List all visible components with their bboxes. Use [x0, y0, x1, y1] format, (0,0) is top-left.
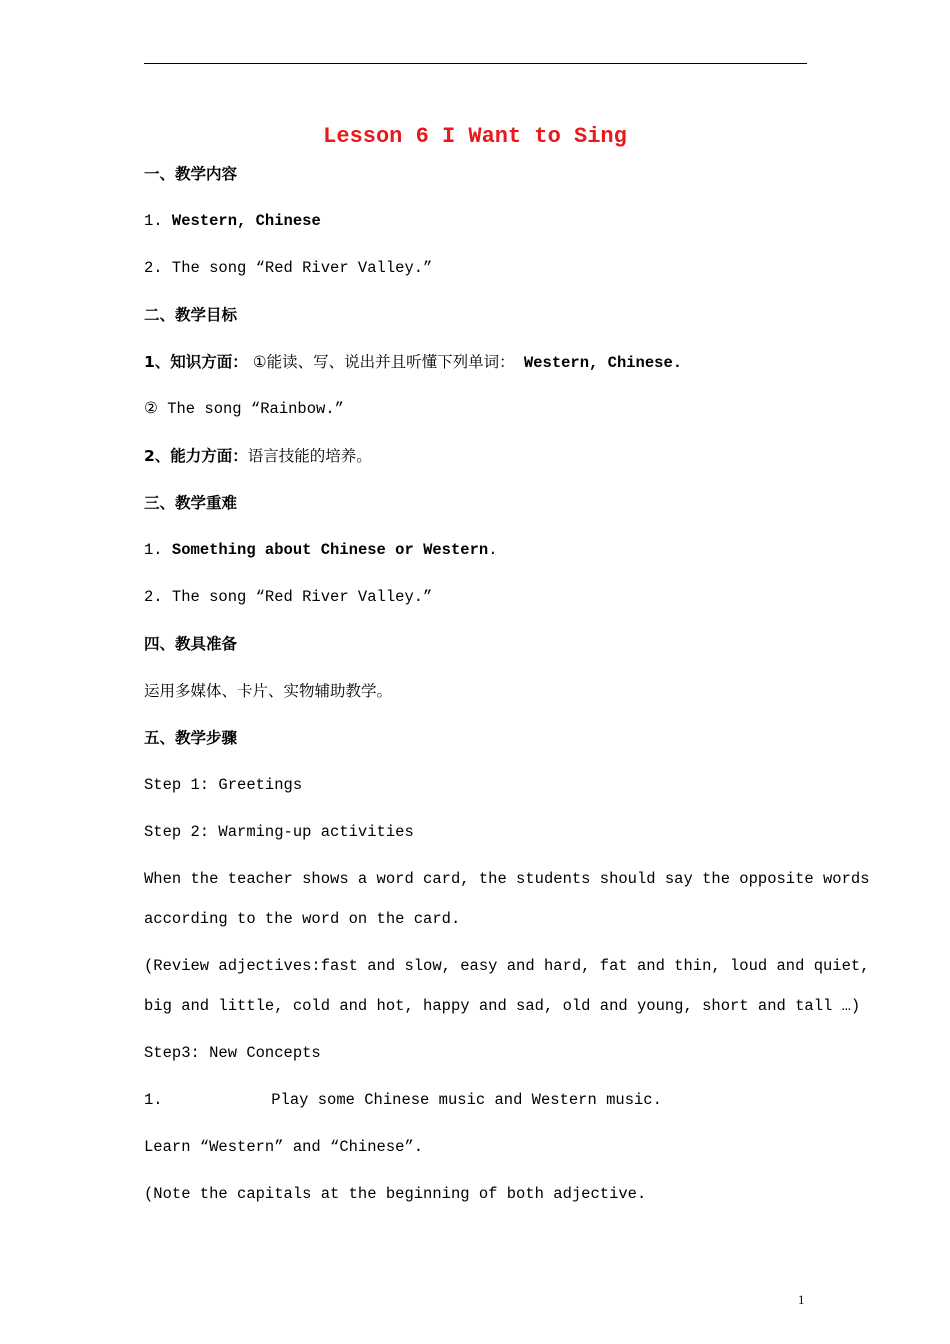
concept-item-1	[144, 1090, 662, 1110]
goals-knowledge-words: Western, Chinese.	[514, 354, 683, 372]
warmup-line-2: according to the word on the card.	[144, 910, 461, 928]
content-item-1-number: 1.	[144, 212, 163, 230]
goals-ability-label: 2、能力方面：	[144, 447, 248, 465]
warmup-line-1: When the teacher shows a word card, the students should say the opposite words	[144, 870, 870, 888]
materials-text: 运用多媒体、卡片、实物辅助教学。	[144, 682, 393, 700]
step-1: Step 1: Greetings	[144, 776, 303, 794]
step-2: Step 2: Warming-up activities	[144, 823, 414, 841]
page-title: Lesson 6 I Want to Sing	[323, 124, 627, 149]
content-item-1	[144, 211, 321, 231]
key-points-item-2: 2. The song “Red River Valley.”	[144, 588, 433, 606]
page-number: 1	[798, 1292, 805, 1307]
goals-ability-text: 语言技能的培养。	[247, 447, 372, 465]
content-item-2: 2. The song “Red River Valley.”	[144, 259, 433, 277]
section-heading-content: 一、教学内容	[144, 165, 238, 183]
concept-item-1-number: 1.	[144, 1091, 163, 1109]
key-points-item-1-end: .	[488, 541, 498, 559]
goals-knowledge-text: ①能读、写、说出并且听懂下列单词：	[247, 353, 515, 371]
step-3: Step3: New Concepts	[144, 1044, 321, 1062]
learn-line: Learn “Western” and “Chinese”.	[144, 1138, 424, 1156]
goals-knowledge-label: 1、知识方面：	[144, 353, 248, 371]
goals-knowledge	[144, 352, 682, 373]
section-heading-steps: 五、教学步骤	[144, 729, 238, 747]
goals-ability	[144, 446, 372, 467]
key-points-item-1	[144, 540, 498, 560]
section-heading-materials: 四、教具准备	[144, 635, 238, 653]
key-points-item-1-number: 1.	[144, 541, 163, 559]
content-item-1-text: Western, Chinese	[171, 212, 321, 230]
note-line: (Note the capitals at the beginning of both adjective.	[144, 1185, 647, 1203]
section-heading-key-points: 三、教学重难	[144, 494, 238, 512]
header-rule	[144, 63, 807, 64]
concept-item-1-text: Play some Chinese music and Western music.	[271, 1091, 662, 1109]
review-line-2: big and little, cold and hot, happy and sad, old and young, short and tall …)	[144, 997, 861, 1015]
review-line-1: (Review adjectives:fast and slow, easy and hard, fat and thin, loud and quiet,	[144, 957, 870, 975]
goals-song-item: ② The song “Rainbow.”	[144, 400, 344, 418]
key-points-item-1-text: Something about Chinese or Western	[171, 541, 489, 559]
section-heading-goals: 二、教学目标	[144, 306, 238, 324]
